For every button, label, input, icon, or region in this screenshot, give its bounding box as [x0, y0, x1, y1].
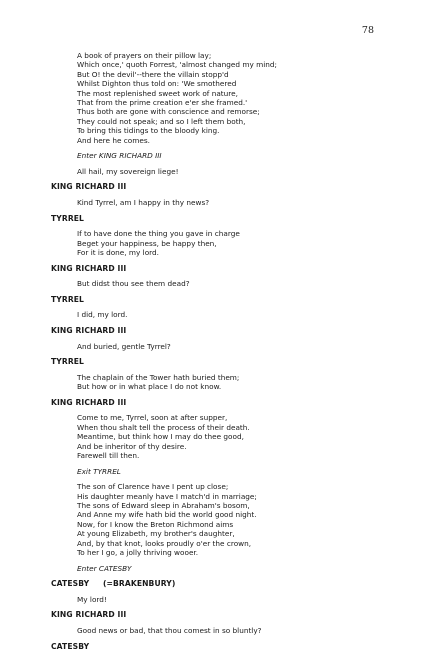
- verse-line: They could not speak; and so I left them both,: [77, 116, 246, 126]
- verse-line: Meantime, but think how I may do thee good,: [77, 432, 244, 442]
- verse-line: Which once,' quoth Forrest, 'almost changed my mind;: [77, 60, 277, 70]
- verse-block: [77, 342, 391, 351]
- verse-block: [77, 413, 391, 460]
- verse-line: Good news or bad, that thou comest in so bluntly?: [77, 626, 262, 635]
- stage-direction: Enter KING RICHARD III: [77, 151, 162, 161]
- verse-block: [77, 373, 391, 392]
- speaker-name: CATESBY: [51, 641, 90, 651]
- verse-line: Beget your happiness, be happy then,: [77, 238, 217, 248]
- verse-line: His daughter meanly have I match'd in marriage;: [77, 491, 257, 501]
- speaker-name: KING RICHARD III: [51, 263, 127, 273]
- play-script: [51, 51, 391, 651]
- verse-line: When thou shalt tell the process of their death.: [77, 422, 250, 432]
- speaker-name: KING RICHARD III: [51, 610, 127, 620]
- verse-line: To bring this tidings to the bloody king.: [77, 126, 220, 136]
- verse-block: [77, 279, 391, 288]
- verse-line: And be inheritor of thy desire.: [77, 441, 187, 451]
- verse-line: If to have done the thing you gave in charge: [77, 229, 240, 239]
- verse-line: And here he comes.: [77, 135, 150, 145]
- verse-line: Now, for I know the Breton Richmond aims: [77, 519, 234, 529]
- verse-line: Farewell till then.: [77, 451, 140, 460]
- page-number: 78: [361, 25, 374, 36]
- verse-block: [77, 51, 391, 145]
- stage-direction: Enter CATESBY: [77, 563, 132, 573]
- verse-line: Whilst Dighton thus told on: 'We smothered: [77, 79, 237, 89]
- verse-line: But didst thou see them dead?: [77, 279, 190, 289]
- verse-line: But O! the devil'--there the villain stopp'd: [77, 69, 229, 79]
- speaker-name: CATESBY (=BRAKENBURY): [51, 579, 176, 589]
- verse-block: [77, 626, 391, 635]
- verse-line: My lord!: [77, 594, 107, 604]
- speaker-name: KING RICHARD III: [51, 397, 127, 407]
- verse-line: That from the prime creation e'er she framed.': [77, 98, 248, 108]
- verse-block: [77, 310, 391, 319]
- verse-block: [77, 229, 391, 257]
- speaker-name: TYRREL: [51, 357, 84, 367]
- speaker-name: TYRREL: [51, 213, 84, 223]
- verse-line: A book of prayers on their pillow lay;: [77, 51, 212, 60]
- verse-line: All hail, my sovereign liege!: [77, 166, 179, 176]
- verse-line: But how or in what place I do not know.: [77, 382, 222, 392]
- verse-line: And, by that knot, looks proudly o'er the crown,: [77, 538, 252, 548]
- verse-line: Thus both are gone with conscience and remorse;: [77, 107, 260, 117]
- verse-line: For it is done, my lord.: [77, 248, 159, 258]
- speaker-name: TYRREL: [51, 294, 84, 304]
- speaker-name: KING RICHARD III: [51, 182, 127, 192]
- verse-line: I did, my lord.: [77, 310, 128, 320]
- verse-block: [77, 595, 391, 604]
- verse-block: [77, 167, 391, 176]
- verse-block: [77, 482, 391, 557]
- verse-line: The most replenished sweet work of nature,: [77, 88, 238, 98]
- verse-block: [77, 198, 391, 207]
- verse-line: To her I go, a jolly thriving wooer.: [77, 548, 199, 558]
- verse-line: And Anne my wife hath bid the world good night.: [77, 510, 257, 520]
- stage-direction: Exit TYRREL: [77, 466, 121, 476]
- verse-line: The son of Clarence have I pent up close;: [77, 482, 229, 492]
- verse-line: And buried, gentle Tyrrel?: [77, 341, 171, 351]
- verse-line: Come to me, Tyrrel, soon at after supper,: [77, 413, 228, 423]
- speaker-name: KING RICHARD III: [51, 326, 127, 335]
- verse-line: The sons of Edward sleep in Abraham's bosom,: [77, 501, 250, 510]
- verse-line: The chaplain of the Tower hath buried them;: [77, 372, 240, 382]
- verse-line: Kind Tyrrel, am I happy in thy news?: [77, 198, 210, 208]
- verse-line: At young Elizabeth, my brother's daughter,: [77, 529, 235, 539]
